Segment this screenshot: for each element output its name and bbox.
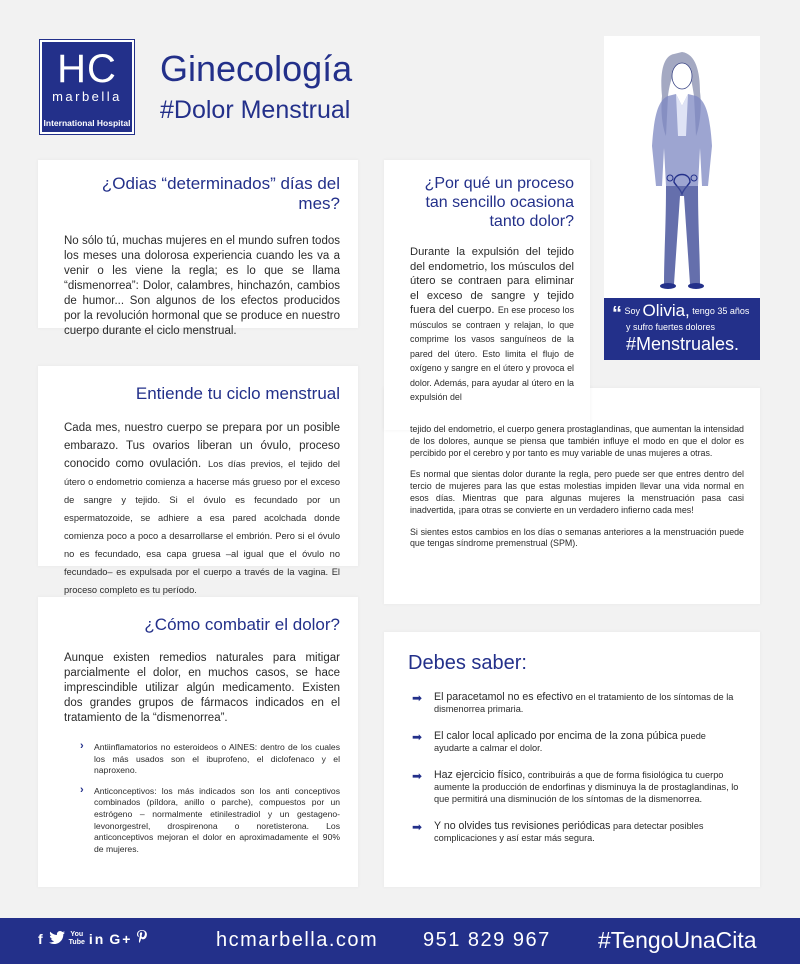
woman-figure-icon	[604, 36, 760, 298]
website-link[interactable]: hcmarbella.com	[216, 929, 379, 951]
google-plus-icon[interactable]: G+	[109, 930, 133, 947]
tip-rest: para detectar posibles complicaciones y así estar más segura.	[434, 821, 704, 843]
card-odias-title: ¿Odias “determinados” días del mes?	[101, 174, 340, 213]
phone-number[interactable]: 951 829 967	[423, 929, 551, 951]
tip-lead: El paracetamol no es efectivo	[434, 691, 573, 703]
tip-lead: Haz ejercicio físico,	[434, 769, 526, 781]
quote-age: tengo 35 años	[692, 306, 750, 316]
card-entiende-title: Entiende tu ciclo menstrual	[135, 384, 340, 403]
tip-lead: El calor local aplicado por encima de la zona púbica	[434, 730, 678, 742]
arrow-right-icon: ➡	[412, 820, 423, 834]
list-item	[408, 691, 744, 715]
tip-rest: contribuirás a que de forma fisiológica tu cuerpo aumente la producción de endorfinas y disminuya la de prostaglandinas, lo que permitirá una disminución de los síntomas de la dismenorrea.	[434, 770, 739, 804]
card-porque-title: ¿Por qué un proceso tan sencillo ocasiona tanto dolor?	[424, 175, 574, 230]
card-porque-para2: Es normal que sientas dolor durante la regla, pero puede ser que entres dentro del tercio de mujeres para las que estas molestias impiden llevar una vida normal en esos días. Mientras que para algunas mujeres la menstruación pasa casi inadvertida, ¡para otras se convierte en un verdadero infierno cada mes!	[410, 469, 744, 515]
chevron-right-icon: ›	[80, 783, 84, 796]
youtube-top: You	[70, 930, 84, 938]
chevron-right-icon: ›	[80, 740, 84, 752]
card-entiende-body	[64, 418, 340, 598]
tip-rest: en el tratamiento de los síntomas de la dismenorrea primaria.	[434, 692, 734, 714]
card-porque-body-small-bottom: tejido del endometrio, el cuerpo genera prostaglandinas, que aumentan la intensidad de los dolores, aunque se piensa que también influye el modo en que el dolor es percibido por el cerebro y por tanto es muy variable de unas mujeres a otras.	[410, 424, 744, 458]
card-porque-body	[410, 245, 574, 405]
card-odias-body: No sólo tú, muchas mujeres en el mundo sufren todos los meses una dolorosa experiencia cuando les va a venir o les viene la regla; es lo que se llama “dismenorrea”: Dolor, calambres, hinchazón, cambios de humor... Son algunos de los efectos producidos por la revolución hormonal que se produce en nuestro cuerpo durante el ciclo menstrual.	[64, 235, 340, 337]
card-porque-para3: Si sientes estos cambios en los días o semanas anteriores a la menstruación puede que tengas síndrome premenstrual (SPM).	[410, 526, 744, 549]
page-title: Ginecología	[160, 48, 353, 89]
treatment-anticonceptivos: Anticonceptivos: los más indicados son los anti conceptivos combinados (píldora, anillo o parche), compuestos por un estrógeno – normalmente etinilestradiol y un gestageno- levonorgestrel, drospirenona o noretisterona. Los anticonceptivos mejoran el dolor en aproximadamente el 90% de mujeres.	[94, 785, 340, 854]
tip-rest: puede ayudarte a calmar el dolor.	[434, 731, 706, 753]
card-combatir-body: Aunque existen remedios naturales para mitigar parcialmente el dolor, en muchos casos, se hace imprescindible utilizar algún medicamento. Existen dos grandes grupos de fármacos indicados en el tratamiento de la “dismenorrea”.	[64, 652, 340, 724]
linkedin-icon[interactable]: in	[88, 930, 106, 947]
woman-illustration	[604, 36, 760, 298]
treatment-aines: Antiinflamatorios no esteroideos o AINES: dentro de los cuales los más usados son el ibuprofeno, el diclofenaco y el naproxeno.	[94, 742, 340, 776]
card-debes-saber	[384, 632, 760, 887]
youtube-bottom: Tube	[68, 938, 85, 946]
arrow-right-icon: ➡	[412, 691, 423, 705]
tips-list	[408, 691, 744, 844]
card-combatir	[38, 597, 358, 887]
card-porque-continuation	[410, 424, 744, 560]
quote-name: Olivia,	[642, 301, 690, 320]
youtube-icon[interactable]	[69, 931, 85, 947]
logo-tagline: International Hospital	[43, 118, 131, 128]
quote-prefix: Soy	[624, 306, 641, 316]
quote-mark: “	[612, 303, 622, 325]
logo-hc: HC	[57, 47, 117, 91]
logo-brand: marbella	[52, 89, 122, 104]
quote-hashtag: #Menstruales.	[626, 334, 740, 354]
card-combatir-title: ¿Cómo combatir el dolor?	[144, 615, 340, 634]
quote-line2: y sufro fuertes dolores	[626, 322, 716, 332]
arrow-right-icon: ➡	[412, 730, 423, 744]
social-links	[38, 930, 148, 947]
list-item	[80, 783, 340, 856]
card-entiende-body-small: Los días previos, el tejido del útero o endometrio comienza a hacerse más grueso por el exceso de sangre y tejido. Si el óvulo es fecundado por un espermatozoide, se adhiere a esa pared acolchada donde comienza poco a poco a desarrollarse el embrión. Pero si el óvulo no es fecundado, esa capa gruesa –al igual que el óvulo no fecundado– es expulsada por el cuerpo a través de la vagina. El proceso completo es tu período.	[64, 459, 340, 595]
pinterest-icon[interactable]	[136, 930, 148, 947]
footer-hashtag: #TengoUnaCita	[598, 927, 757, 953]
tip-lead: Y no olvides tus revisiones periódicas	[434, 820, 611, 832]
arrow-right-icon: ➡	[412, 769, 423, 783]
treatment-list	[64, 742, 340, 855]
facebook-icon[interactable]: f	[38, 930, 45, 947]
card-entiende-body-large: Cada mes, nuestro cuerpo se prepara por un posible embarazo. Tus ovarios liberan un óvulo, proceso conocido como ovulación.	[64, 422, 340, 470]
list-item	[408, 769, 744, 805]
card-debes-title: Debes saber:	[408, 652, 527, 674]
card-odias	[38, 160, 358, 337]
footer-bar	[0, 918, 800, 964]
page-subtitle: #Dolor Menstrual	[160, 96, 351, 124]
list-item	[80, 740, 340, 777]
list-item	[408, 730, 744, 754]
list-item	[408, 820, 744, 844]
hc-marbella-logo	[40, 40, 134, 134]
twitter-icon[interactable]	[49, 931, 65, 947]
card-porque-body-large: Durante la expulsión del tejido del endometrio, los músculos del útero se contraen para eliminar el exceso de sangre y tejido fuera del cuerpo.	[410, 246, 574, 316]
card-entiende	[38, 366, 358, 595]
card-porque-body-small-top: En ese proceso los músculos se contraen y relajan, lo que comprime los vasos sanguíneos de la pared del útero. Esto limita el flujo de oxígeno y sangre en el útero y provoca el dolor. Además, para ayudar al útero en la expulsión del	[410, 305, 575, 402]
testimonial-quote	[604, 298, 760, 360]
card-porque-top	[384, 160, 590, 430]
